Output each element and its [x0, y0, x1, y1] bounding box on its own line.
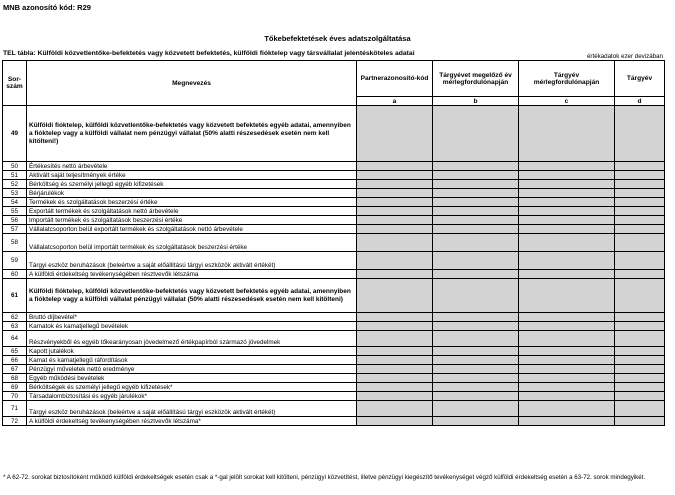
table-row [3, 347, 665, 356]
table-row [3, 162, 665, 171]
cell-d [615, 252, 665, 270]
cell-b [433, 216, 519, 225]
cell-d [615, 216, 665, 225]
cell-a [357, 417, 433, 426]
row-number: 51 [3, 171, 27, 180]
cell-a [357, 392, 433, 401]
cell-b [433, 106, 519, 162]
row-label: Külföldi fióktelep, külföldi közvetlentőke-befektetés vagy közvetett befektetés egyéb adatai, amennyiben a fióktelep vagy a külföldi vállalat nem pénzügyi vállalat (50% alatti részesedések esetén nem kell kitölteni!) [27, 106, 357, 162]
col-header-prev: Tárgyévet megelőző év mérlegfordulónapján [433, 61, 519, 97]
cell-c [519, 270, 615, 279]
cell-b [433, 374, 519, 383]
cell-a [357, 171, 433, 180]
row-label: A külföldi érdekeltség tevékenységében résztvevők létszáma [27, 270, 357, 279]
cell-a [357, 313, 433, 322]
cell-d [615, 162, 665, 171]
cell-c [519, 252, 615, 270]
cell-d [615, 417, 665, 426]
row-number: 57 [3, 225, 27, 234]
form-code: MNB azonosító kód: R29 [3, 3, 91, 12]
cell-c [519, 383, 615, 392]
cell-a [357, 234, 433, 252]
cell-b [433, 207, 519, 216]
row-number: 56 [3, 216, 27, 225]
cell-c [519, 106, 615, 162]
cell-b [433, 356, 519, 365]
row-number: 68 [3, 374, 27, 383]
data-table [2, 60, 665, 426]
row-number: 61 [3, 279, 27, 313]
cell-b [433, 180, 519, 189]
cell-c [519, 279, 615, 313]
cell-b [433, 234, 519, 252]
form-title: Tőkebefektetések éves adatszolgáltatása [264, 34, 411, 43]
cell-c [519, 417, 615, 426]
row-number: 52 [3, 180, 27, 189]
row-label: Termékek és szolgáltatások beszerzési értéke [27, 198, 357, 207]
col-letter-a: a [357, 97, 433, 106]
table-row [3, 216, 665, 225]
table-row [3, 356, 665, 365]
row-label: Kamatok és kamatjellegű bevételek [27, 322, 357, 331]
cell-c [519, 322, 615, 331]
cell-a [357, 270, 433, 279]
cell-c [519, 331, 615, 347]
cell-b [433, 279, 519, 313]
table-row [3, 374, 665, 383]
cell-d [615, 225, 665, 234]
cell-a [357, 162, 433, 171]
cell-d [615, 331, 665, 347]
row-label: Tárgyi eszköz beruházások (beleértve a saját előállítású tárgyi eszközök aktivált értékét) [27, 401, 357, 417]
row-label: Bérköltségek és személyi jellegű egyéb kifizetések* [27, 383, 357, 392]
cell-b [433, 383, 519, 392]
table-row [3, 207, 665, 216]
cell-d [615, 106, 665, 162]
cell-a [357, 383, 433, 392]
cell-a [357, 401, 433, 417]
row-number: 65 [3, 347, 27, 356]
cell-c [519, 365, 615, 374]
table-row [3, 189, 665, 198]
col-header-targyev: Tárgyév [615, 61, 665, 97]
row-number: 58 [3, 234, 27, 252]
table-row [3, 322, 665, 331]
table-row [3, 252, 665, 270]
row-label: Vállalatcsoporton belül importált termékek és szolgáltatások beszerzési értéke [27, 234, 357, 252]
cell-c [519, 374, 615, 383]
cell-c [519, 198, 615, 207]
cell-c [519, 216, 615, 225]
cell-a [357, 322, 433, 331]
cell-a [357, 365, 433, 374]
footnote: * A 62-72. sorokat biztosítóként működő külföldi érdekeltségek esetén csak a *-gal jelölt sorokat kell kitölteni, pénzügyi közvetítést, illetve pénzügyi kiegészítő tevékenységet végző külföldi érdekeltség esetén a 63-72. sorok mindegyikét. [3, 474, 646, 481]
table-row [3, 171, 665, 180]
cell-a [357, 279, 433, 313]
row-number: 54 [3, 198, 27, 207]
cell-d [615, 347, 665, 356]
table-row [3, 279, 665, 313]
table-row [3, 234, 665, 252]
row-label: Részvényekből és egyéb tőkearányosan jövedelmező értékpapírból származó jövedelmek [27, 331, 357, 347]
cell-d [615, 189, 665, 198]
row-label: Aktivált saját teljesítmények értéke [27, 171, 357, 180]
row-number: 69 [3, 383, 27, 392]
row-number: 66 [3, 356, 27, 365]
row-label: Pénzügyi műveletek nettó eredménye [27, 365, 357, 374]
row-label: Egyéb működési bevételek [27, 374, 357, 383]
cell-a [357, 374, 433, 383]
cell-c [519, 392, 615, 401]
row-label: Exportált termékek és szolgáltatások nettó árbevétele [27, 207, 357, 216]
cell-b [433, 162, 519, 171]
cell-c [519, 313, 615, 322]
cell-a [357, 207, 433, 216]
row-number: 72 [3, 417, 27, 426]
row-number: 67 [3, 365, 27, 374]
cell-b [433, 313, 519, 322]
row-label: Bruttó díjbevétel* [27, 313, 357, 322]
cell-c [519, 356, 615, 365]
row-number: 49 [3, 106, 27, 162]
cell-b [433, 270, 519, 279]
cell-b [433, 225, 519, 234]
table-row [3, 270, 665, 279]
row-label: Társadalombiztosítási és egyéb járulékok* [27, 392, 357, 401]
row-label: Kapott jutalékok [27, 347, 357, 356]
row-number: 62 [3, 313, 27, 322]
row-number: 59 [3, 252, 27, 270]
cell-d [615, 322, 665, 331]
row-number: 70 [3, 392, 27, 401]
row-number: 64 [3, 331, 27, 347]
cell-a [357, 331, 433, 347]
cell-b [433, 401, 519, 417]
table-row [3, 313, 665, 322]
row-label: Külföldi fióktelep, külföldi közvetlentőke-befektetés vagy közvetett befektetés egyéb adatai, amennyiben a fióktelep vagy a külföldi vállalat pénzügyi vállalat (50% alatti részesedések esetén nem kell kitölteni) [27, 279, 357, 313]
cell-d [615, 392, 665, 401]
cell-c [519, 180, 615, 189]
cell-b [433, 198, 519, 207]
row-label: Bérjárulékok [27, 189, 357, 198]
cell-b [433, 171, 519, 180]
table-row [3, 106, 665, 162]
cell-c [519, 207, 615, 216]
cell-d [615, 401, 665, 417]
col-header-megnevezes: Megnevezés [27, 61, 357, 106]
row-number: 55 [3, 207, 27, 216]
table-label: TEL tábla: Külföldi közvetlentőke-befektetés vagy közvetett befektetés, külföldi fióktelep vagy társvállalat jelentésköteles adatai [3, 50, 415, 57]
cell-a [357, 106, 433, 162]
col-header-sorszam: Sor-szám [3, 61, 27, 106]
col-letter-b: b [433, 97, 519, 106]
cell-d [615, 383, 665, 392]
row-label: Tárgyi eszköz beruházások (beleértve a saját előállítású tárgyi eszközök aktivált értékét) [27, 252, 357, 270]
cell-d [615, 198, 665, 207]
cell-d [615, 313, 665, 322]
row-label: Értékesítés nettó árbevétele [27, 162, 357, 171]
cell-a [357, 189, 433, 198]
cell-a [357, 216, 433, 225]
cell-b [433, 347, 519, 356]
table-row [3, 383, 665, 392]
table-row [3, 401, 665, 417]
table-row [3, 365, 665, 374]
table-row [3, 225, 665, 234]
cell-a [357, 198, 433, 207]
cell-d [615, 270, 665, 279]
col-header-partner: Partnerazonosító-kód [357, 61, 433, 97]
cell-c [519, 171, 615, 180]
cell-b [433, 252, 519, 270]
cell-d [615, 234, 665, 252]
cell-b [433, 392, 519, 401]
cell-a [357, 225, 433, 234]
cell-d [615, 374, 665, 383]
table-row [3, 417, 665, 426]
row-label: Bérköltség és személyi jellegű egyéb kifizetések [27, 180, 357, 189]
cell-b [433, 189, 519, 198]
cell-c [519, 225, 615, 234]
row-number: 60 [3, 270, 27, 279]
cell-d [615, 279, 665, 313]
table-row [3, 392, 665, 401]
table-row [3, 198, 665, 207]
table-row [3, 180, 665, 189]
row-number: 63 [3, 322, 27, 331]
row-label: Vállalatcsoporton belül exportált termékek és szolgáltatások nettó árbevétele [27, 225, 357, 234]
row-number: 50 [3, 162, 27, 171]
cell-d [615, 207, 665, 216]
cell-d [615, 180, 665, 189]
row-label: A külföldi érdekeltség tevékenységében résztvevők létszáma* [27, 417, 357, 426]
unit-note: értékadatok ezer devizában [586, 53, 663, 60]
col-header-curr: Tárgyév mérlegfordulónapján [519, 61, 615, 97]
cell-d [615, 356, 665, 365]
cell-b [433, 365, 519, 374]
cell-a [357, 356, 433, 365]
cell-a [357, 180, 433, 189]
cell-d [615, 171, 665, 180]
cell-b [433, 417, 519, 426]
row-number: 53 [3, 189, 27, 198]
row-number: 71 [3, 401, 27, 417]
col-letter-c: c [519, 97, 615, 106]
col-letter-d: d [615, 97, 665, 106]
row-label: Kamat és kamatjellegű ráfordítások [27, 356, 357, 365]
cell-c [519, 347, 615, 356]
cell-c [519, 162, 615, 171]
cell-b [433, 331, 519, 347]
cell-c [519, 189, 615, 198]
cell-a [357, 252, 433, 270]
cell-b [433, 322, 519, 331]
cell-a [357, 347, 433, 356]
row-label: Importált termékek és szolgáltatások beszerzési értéke [27, 216, 357, 225]
cell-c [519, 401, 615, 417]
cell-c [519, 234, 615, 252]
cell-d [615, 365, 665, 374]
table-row [3, 331, 665, 347]
